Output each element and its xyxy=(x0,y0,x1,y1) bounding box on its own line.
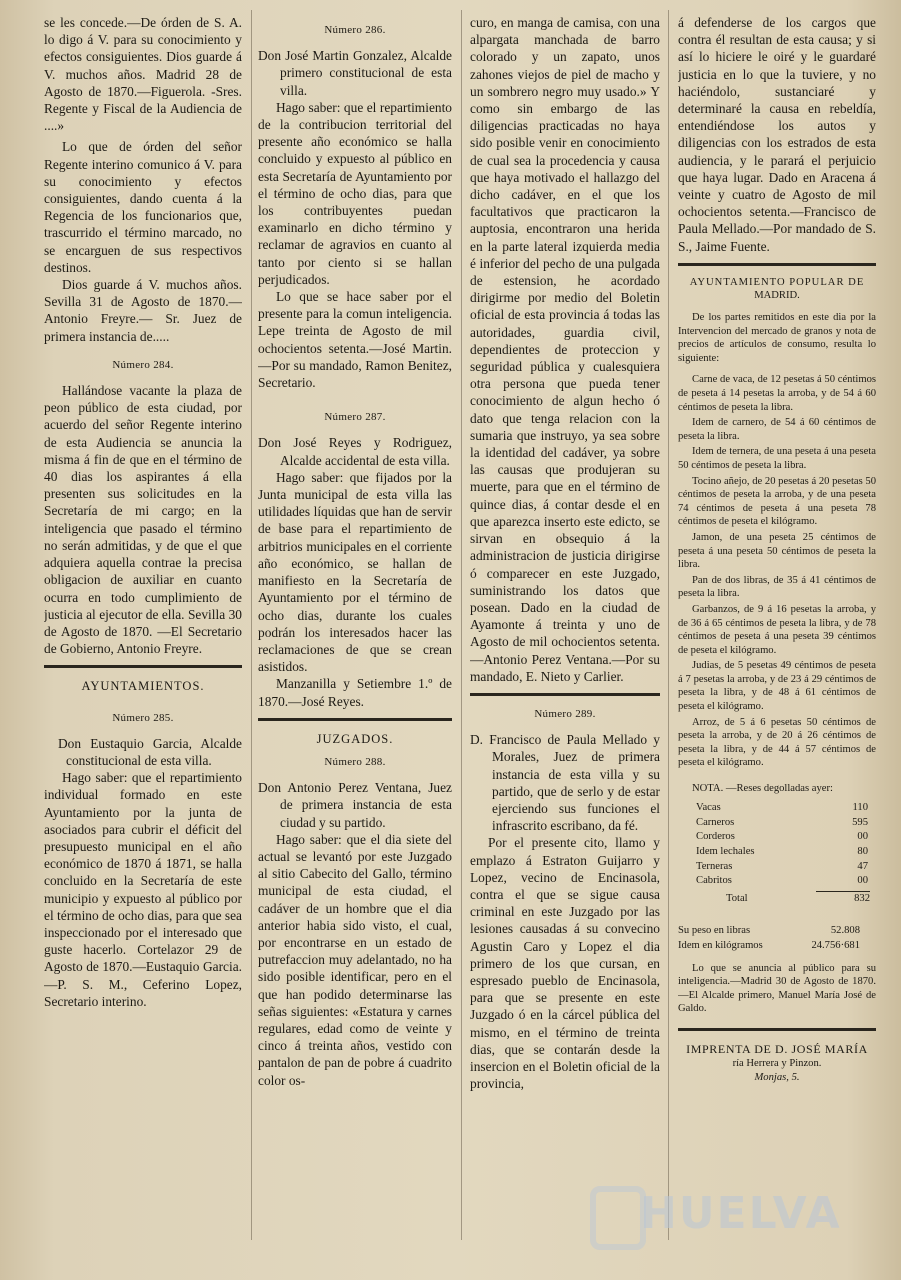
notice-number: Número 289. xyxy=(534,707,596,720)
reses-row xyxy=(696,816,868,831)
price-list xyxy=(678,373,876,770)
weight-row xyxy=(678,939,860,954)
price-item: Idem de ternera, de una peseta á una peseta 50 céntimos de peseta la libra. xyxy=(678,446,876,471)
reses-row xyxy=(696,845,868,860)
reses-value: 00 xyxy=(857,875,868,887)
notice-heading: Don Eustaquio Garcia, Alcalde constitucional de esta villa. xyxy=(58,735,242,768)
price-item: Judias, de 5 pesetas 49 céntimos de peseta á 7 pesetas la arroba, y de 23 á 29 céntimos de peseta la libra, y de 48 á 61 céntimos de peseta el kilógramo. xyxy=(678,660,876,713)
paragraph: Hago saber: que el repartimiento individual formado en este Ayuntamiento por la junta de asociados para cubrir el déficit del presupuesto municipal en el año económico de 1870 á 1871, se halla concluido en la Secretaría de este municipio y expuesto al público por el término de ocho dias, para que sea inspeccionado por el interesado que guste hacerlo. Cortelazor 29 de Agosto de 1870.—Eustaquio Garcia.—P. S. M., Ceferino Lopez, Secretario interino. xyxy=(44,770,242,1009)
price-item: Tocino añejo, de 20 pesetas á 20 pesetas 50 céntimos de peseta la arroba, y de una peseta 74 céntimos de peseta á una peseta 78 céntimos de peseta el kilógramo. xyxy=(678,475,876,528)
reses-row xyxy=(696,860,868,875)
section-heading: AYUNTAMIENTOS. xyxy=(81,679,205,694)
weight-label: Idem en kilógramos xyxy=(678,939,763,951)
paragraph: Lo que se hace saber por el presente para la comun inteligencia. Lepe treinta de Agosto de mil ochocientos setenta.—José Martin.—Por su mandado, Ramon Benitez, Secretario. xyxy=(258,289,452,391)
total-row xyxy=(696,891,870,906)
reses-label: Corderos xyxy=(696,831,735,843)
paragraph: Hallándose vacante la plaza de peon público de esta ciudad, por acuerdo del señor Regente interino de esta Audiencia se anuncia la misma á fin de que en el término de 40 dias los aspirantes á ella presenten sus solicitudes en la Secretaría de mi cargo; en la inteligencia que pasado el término no serán admitidas, y de que el que adquiera aquella contrae la precisa obligacion de auxiliar en cuanto ocurra en todo cumplimiento de justicia al ejecutor de ella. Sevilla 30 de Agosto de 1870. —El Secretario de Gobierno, Antonio Freyre. xyxy=(44,383,242,657)
section-rule xyxy=(44,665,242,668)
paragraph: curo, en manga de camisa, con una alpargata manchada de barro colorado y un zapato, unos zahones viejos de piel de macho y un sombrero negro muy usado.» Y como sin embargo de las diligencias practicadas no haya sido posible venir en conocimiento de cual sea la procedencia y causa que haya motivado el hallazgo del dicho cadáver, en el que los facultativos que practicaron la auptosia, encontraron una herida en la parte lateral izquierda media é inferior del pecho de una pulgada de estension, he acordado dirigirme por medio del Boletin oficial de esta provincia á todas las autoridades, guardia civil, dependientes de proteccion y seguridad pública y cualesquiera otra persona que pueda tener conocimiento de algun hecho ó dato que tenga relacion con la sumaria que instruyo, ya sea sobre la identidad del cadáver, ya sobre las causas que produjeran su muerte, para que en el término de quince dias, á contar desde el en que aparezca inserto este edicto, se sirvan en obsequio á la administracion de justicia dirigirse ó comparecer en este Juzgado, suministrando los datos que posean. Dado en la ciudad de Ayamonte á treinta y uno de Agosto de mil ochocientos setenta.—Antonio Perez Ventana.—Por su mandado, E. Nieto y Carlier. xyxy=(470,15,660,684)
notice-number: Número 284. xyxy=(112,358,174,371)
price-item: Pan de dos libras, de 35 á 41 céntimos de peseta la libra. xyxy=(678,574,876,600)
reses-label: Vacas xyxy=(696,802,721,814)
reses-value: 47 xyxy=(857,860,868,872)
column-2 xyxy=(258,14,452,1264)
weight-table xyxy=(678,924,860,953)
notice-heading: Don José Reyes y Rodriguez, Alcalde accidental de esta villa. xyxy=(258,435,452,468)
reses-value: 80 xyxy=(857,846,868,858)
paragraph: Lo que se anuncia al público para su inteligencia.—Madrid 30 de Agosto de 1870.—El Alcalde primero, Manuel María José de Galdo. xyxy=(678,962,876,1015)
section-rule xyxy=(470,693,660,696)
total-table xyxy=(696,891,870,907)
reses-label: Idem lechales xyxy=(696,846,755,858)
reses-row xyxy=(696,830,868,845)
notice-heading: Don José Martin Gonzalez, Alcalde primero constitucional de esta villa. xyxy=(258,48,452,98)
price-item: Jamon, de una peseta 25 céntimos de peseta á una peseta 50 céntimos de peseta la libra. xyxy=(678,531,876,571)
notice-heading: D. Francisco de Paula Mellado y Morales, Juez de primera instancia de esta villa y su partido, que de serlo y de estar ejerciendo sus funciones el infrascrito escribano, da fé. xyxy=(470,732,660,834)
column-divider xyxy=(461,10,462,1240)
weight-value: 52.808 xyxy=(830,925,860,937)
section-subheading: MADRID. xyxy=(754,290,800,302)
imprenta-line: Monjas, 5. xyxy=(754,1071,800,1083)
paragraph: Lo que de órden del señor Regente interino comunico á V. para su conocimiento y efectos consiguientes, dando cuenta á la Regencia de los funcionarios que, trascurrido el término marcado, no se encarguen de sus respectivos destinos. xyxy=(44,139,242,275)
paragraph: se les concede.—De órden de S. A. lo digo á V. para su conocimiento y efectos consiguientes. Dios guarde á V. muchos años. Madrid 28 de Agosto de 1870.—Figuerola. -Sres. Regente y Fiscal de la Audiencia de ....» xyxy=(44,15,242,134)
weight-label: Su peso en libras xyxy=(678,925,751,937)
reses-row xyxy=(696,874,868,889)
notice-number: Número 286. xyxy=(324,24,386,36)
paragraph: Hago saber: que el repartimiento de la contribucion territorial del presente año económico se halla concluido y expuesto al público en esta Secretaría de Ayuntamiento por el término de ocho dias, para que los contribuyentes puedan examinarlo en dicho término y reclamar de agravios en cuanto al tanto por ciento si se hallan perjudicados. xyxy=(258,99,452,287)
paragraph: Manzanilla y Setiembre 1.º de 1870.—José Reyes. xyxy=(258,676,452,709)
section-rule xyxy=(678,263,876,266)
paragraph: á defenderse de los cargos que contra él resultan de esta causa; y si así lo hiciere le oiré y le guardaré justicia en lo que la tuviere, y no haciéndolo, sustanciaré y determinaré la causa en rebeldía, entendiéndose los autos y diligencias con los estrados de esta audiencia, y le parará el perjuicio que haya lugar. Dado en Aracena á veinte y cuatro de Agosto de mil ochocientos setenta.—Francisco de Paula Mellado.—Por mandado de S. S., Jaime Fuente. xyxy=(678,15,876,254)
section-rule xyxy=(258,718,452,721)
paragraph: Hago saber: que el dia siete del actual se levantó por este Juzgado al sitio Cabecito del Gallo, término municipal de esta ciudad, el cadáver de un hombre que el dia anterior habia sido visto, el cual, por encontrarse en un estado de putrefaccion muy adelantado, no ha sido posible identificar, pero en el que han podido determinarse las señas siguientes: «Estatura y carnes regulares, edad como de veinte y cinco á treinta años, vestido con pantalon de pan de pobre á cuadrito color os- xyxy=(258,831,452,1088)
notice-number: Número 287. xyxy=(324,411,386,424)
nota-title: NOTA. —Reses degolladas ayer: xyxy=(692,783,833,795)
price-item: Carne de vaca, de 12 pesetas á 50 céntimos de peseta á 14 pesetas la arroba, y de 54 á 60 céntimos de peseta la libra. xyxy=(678,374,876,413)
watermark-logo-icon xyxy=(590,1186,646,1250)
reses-value: 110 xyxy=(852,802,868,814)
weight-value: 24.756·681 xyxy=(811,939,860,951)
reses-label: Terneras xyxy=(696,860,733,872)
paragraph: De los partes remitidos en este dia por la Intervencion del mercado de granos y nota de precios de artículos de consumo, resulta lo siguiente: xyxy=(678,312,876,364)
reses-value: 00 xyxy=(857,831,868,843)
paragraph: Por el presente cito, llamo y emplazo á Estraton Guijarro y Lopez, vecino de Encinasola, contra el que se sigue causa criminal en este Juzgado por las lesiones causadas á su convecino Agustin Caro y Lopez el dia primero de los que cursan, en espresado pueblo de Encinasola, para que se presente en este Juzgado ó en la cárcel pública del mismo, en el término de treinta dias, que se contarán desde la insercion en el Boletin oficial de la provincia, xyxy=(470,835,660,1092)
price-item: Garbanzos, de 9 á 16 pesetas la arroba, y de 36 á 65 céntimos de peseta la libra, y de 78 céntimos de peseta á una peseta 39 céntimos de peseta el kilógramo. xyxy=(678,603,876,656)
watermark: HUELVA xyxy=(640,1188,842,1239)
column-divider xyxy=(251,10,252,1240)
reses-table xyxy=(696,801,868,889)
column-divider xyxy=(668,10,669,1240)
section-heading: JUZGADOS. xyxy=(316,731,394,746)
reses-row xyxy=(696,801,868,816)
notice-heading: Don Antonio Perez Ventana, Juez de primera instancia de esta ciudad y su partido. xyxy=(258,780,452,830)
reses-value: 595 xyxy=(852,816,868,828)
reses-label: Cabritos xyxy=(696,875,732,887)
column-3 xyxy=(470,14,660,1264)
weight-row xyxy=(678,924,860,939)
section-rule xyxy=(678,1028,876,1031)
price-item: Idem de carnero, de 54 á 60 céntimos de peseta la libra. xyxy=(678,417,876,442)
notice-number: Número 285. xyxy=(112,711,174,724)
paragraph: Dios guarde á V. muchos años. Sevilla 31 de Agosto de 1870.—Antonio Freyre.— Sr. Juez de primera instancia de..... xyxy=(44,277,242,344)
reses-label: Carneros xyxy=(696,816,735,828)
total-label: Total xyxy=(726,892,748,904)
imprenta-line: ría Herrera y Pinzon. xyxy=(732,1057,822,1069)
paragraph: Hago saber: que fijados por la Junta municipal de esta villa las utilidades líquidas que han de servir de base para el repartimiento de arbitrios municipales en el corriente año económico, se hallan de manifiesto en la Secretaría de Ayuntamiento por el término de ocho dias, durante los cuales podrán los interesados hacer las reclamaciones de que se crean asistidos. xyxy=(258,469,452,675)
section-heading: AYUNTAMIENTO POPULAR DE xyxy=(689,276,865,288)
price-item: Arroz, de 5 á 6 pesetas 50 céntimos de peseta la arroba, y de 20 á 26 céntimos de peseta la libra, y de 44 á 57 céntimos de peseta el kilógramo. xyxy=(678,716,876,769)
notice-number: Número 288. xyxy=(324,755,386,768)
column-1 xyxy=(44,14,242,1264)
imprenta-line: IMPRENTA DE D. JOSÉ MARÍA xyxy=(686,1041,868,1056)
total-value: 832 xyxy=(816,891,870,906)
column-4 xyxy=(678,14,876,1264)
